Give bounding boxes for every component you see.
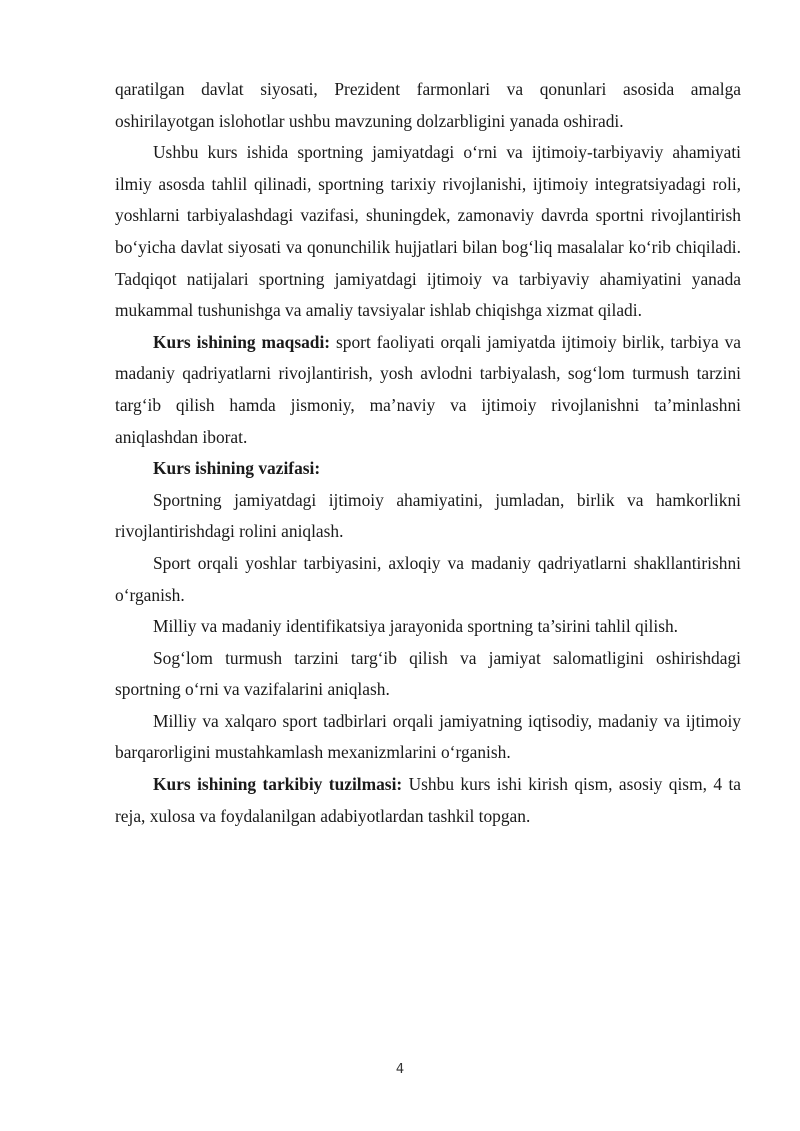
paragraph-goal [115,327,741,453]
paragraph-structure [115,769,741,832]
task-item-2: Sport orqali yoshlar tarbiyasini, axloqiy va madaniy qadriyatlarni shakllantirishni o‘rganish. [115,552,741,605]
task-item-5: Milliy va xalqaro sport tadbirlari orqali jamiyatning iqtisodiy, madaniy va ijtimoiy barqarorligini mustahkamlash mexanizmlarini o‘rganish. [115,710,741,763]
task-item-3: Milliy va madaniy identifikatsiya jarayonida sportning ta’sirini tahlil qilish. [153,616,679,637]
page-number: 4 [395,1062,405,1077]
tasks-heading [115,453,741,485]
task-item-1: Sportning jamiyatdagi ijtimoiy ahamiyatini, jumladan, birlik va hamkorlikni rivojlantirishdagi rolini aniqlash. [115,489,741,542]
goal-heading: Kurs ishining maqsadi: [153,331,331,352]
structure-text: Ushbu kurs ishi kirish qism, asosiy qism, 4 ta reja, xulosa va foydalanilgan adabiyotlardan tashkil topgan. [115,774,741,826]
task-item-4: Sog‘lom turmush tarzini targ‘ib qilish va jamiyat salomatligini oshirishdagi sportning o‘rni va vazifalarini aniqlash. [115,647,741,700]
goal-text: sport faoliyati orqali jamiyatda ijtimoiy birlik, tarbiya va madaniy qadriyatlarni rivojlantirish, yosh avlodni tarbiyalash, sog‘lom turmush tarzini targ‘ib qilish hamda jismoniy, ma’naviy va ijtimoiy rivojlanishni ta’minlashni aniqlashdan iborat. [115,331,741,447]
tasks-heading-label: Kurs ishining vazifasi: [153,458,321,479]
paragraph-continuation: qaratilgan davlat siyosati, Prezident farmonlari va qonunlari asosida amalga oshirilayotgan islohotlar ushbu mavzuning dolzarbligini yanada oshiradi. [115,79,741,131]
structure-heading: Kurs ishining tarkibiy tuzilmasi: [153,774,403,795]
document-page [115,74,741,832]
paragraph-scope: Ushbu kurs ishida sportning jamiyatdagi o‘rni va ijtimoiy-tarbiyaviy ahamiyati ilmiy asosda tahlil qilinadi, sportning tarixiy rivojlanishi, ijtimoiy integratsiyadagi roli, yoshlarni tarbiyalashdagi vazifasi, shuningdek, zamonaviy davrda sportni rivojlantirish bo‘yicha davlat siyosati va qonunchilik hujjatlari bilan bog‘liq masalalar ko‘rib chiqiladi. Tadqiqot natijalari sportning jamiyatdagi ijtimoiy va tarbiyaviy ahamiyatini yanada mukammal tushunishga va amaliy tavsiyalar ishlab chiqishga xizmat qiladi. [115,142,741,321]
